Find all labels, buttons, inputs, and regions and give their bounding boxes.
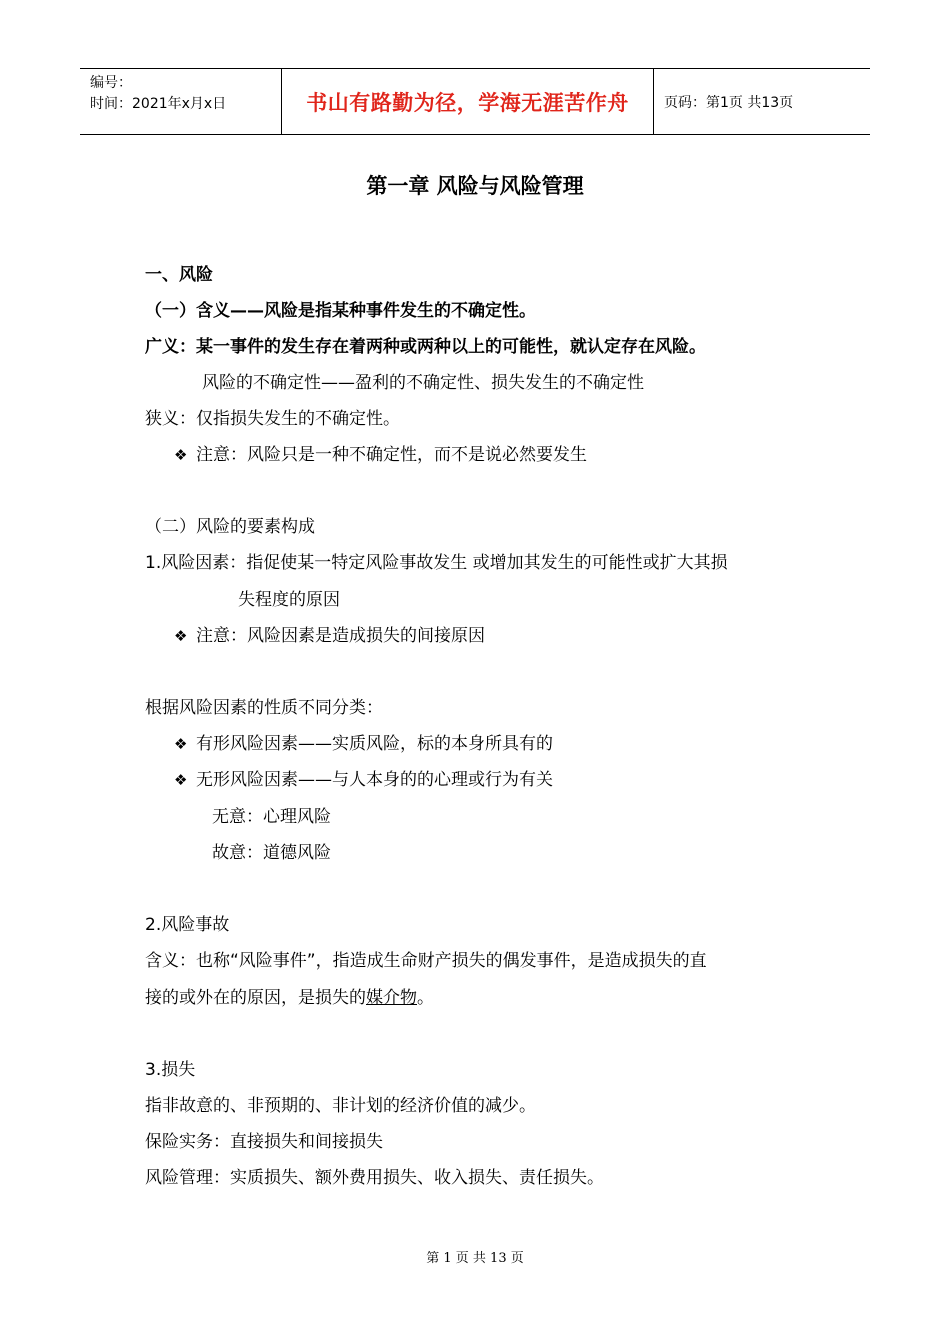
header-meta: [80, 69, 281, 134]
narrow-definition: 狭义：仅指损失发生的不确定性。: [145, 409, 400, 429]
list-item: [174, 729, 553, 754]
chapter-title: 第一章 风险与风险管理: [366, 174, 584, 198]
risk-factor-definition: 1.风险因素：指促使某一特定风险事故发生 或增加其发生的可能性或扩大其损: [145, 553, 728, 573]
period: 。: [417, 988, 434, 1008]
risk-accident-definition-cont: [145, 983, 434, 1008]
list-item-text: 有形风险因素——实质风险，标的本身所具有的: [196, 734, 553, 754]
classification-heading: 根据风险因素的性质不同分类：: [145, 698, 383, 718]
bullet-diamond-icon: ❖: [174, 735, 188, 753]
header-page-info: 页码：第1页 共13页: [664, 94, 794, 111]
loss-heading: 3.损失: [145, 1060, 196, 1080]
subsection-definition: （一）含义——风险是指某种事件发生的不确定性。: [145, 301, 536, 321]
document-number-label: 编号：: [90, 75, 132, 91]
note-item: [174, 621, 485, 646]
note-item: [174, 440, 587, 465]
list-item-text: 无形风险因素——与人本身的的心理或行为有关: [196, 770, 553, 790]
bullet-diamond-icon: ❖: [174, 771, 188, 789]
list-item: [174, 765, 553, 790]
page-header: [80, 68, 870, 135]
risk-management-losses: 风险管理：实质损失、额外费用损失、收入损失、责任损失。: [145, 1168, 604, 1188]
risk-accident-definition: 含义：也称“风险事件”，指造成生命财产损失的偶发事件，是造成损失的直: [145, 951, 707, 971]
bullet-diamond-icon: ❖: [174, 627, 188, 645]
header-motto-cell: [281, 69, 654, 134]
loss-definition: 指非故意的、非预期的、非计划的经济价值的减少。: [145, 1096, 536, 1116]
risk-accident-heading: 2.风险事故: [145, 915, 230, 935]
header-page-info-cell: [654, 69, 870, 134]
insurance-practice: 保险实务：直接损失和间接损失: [145, 1132, 383, 1152]
broad-definition: 广义：某一事件的发生存在着两种或两种以上的可能性，就认定存在风险。: [145, 337, 706, 357]
document-date: 时间：2021年x月x日: [90, 96, 227, 112]
subsection-elements: （二）风险的要素构成: [145, 517, 315, 537]
section-heading-risk: 一、风险: [145, 265, 213, 285]
header-motto: 书山有路勤为径，学海无涯苦作舟: [306, 90, 629, 115]
note-text: 注意：风险因素是造成损失的间接原因: [196, 626, 485, 646]
unintentional-note: 无意：心理风险: [212, 807, 331, 827]
bullet-diamond-icon: ❖: [174, 446, 188, 464]
note-text: 注意：风险只是一种不确定性，而不是说必然要发生: [196, 445, 587, 465]
uncertainty-note: 风险的不确定性——盈利的不确定性、损失发生的不确定性: [202, 373, 644, 393]
risk-factor-definition-cont: 失程度的原因: [238, 590, 340, 610]
intentional-note: 故意：道德风险: [212, 843, 331, 863]
definition-text: 接的或外在的原因，是损失的: [145, 988, 366, 1008]
page-footer: 第 1 页 共 13 页: [426, 1251, 524, 1266]
medium-term: 媒介物: [366, 988, 417, 1008]
